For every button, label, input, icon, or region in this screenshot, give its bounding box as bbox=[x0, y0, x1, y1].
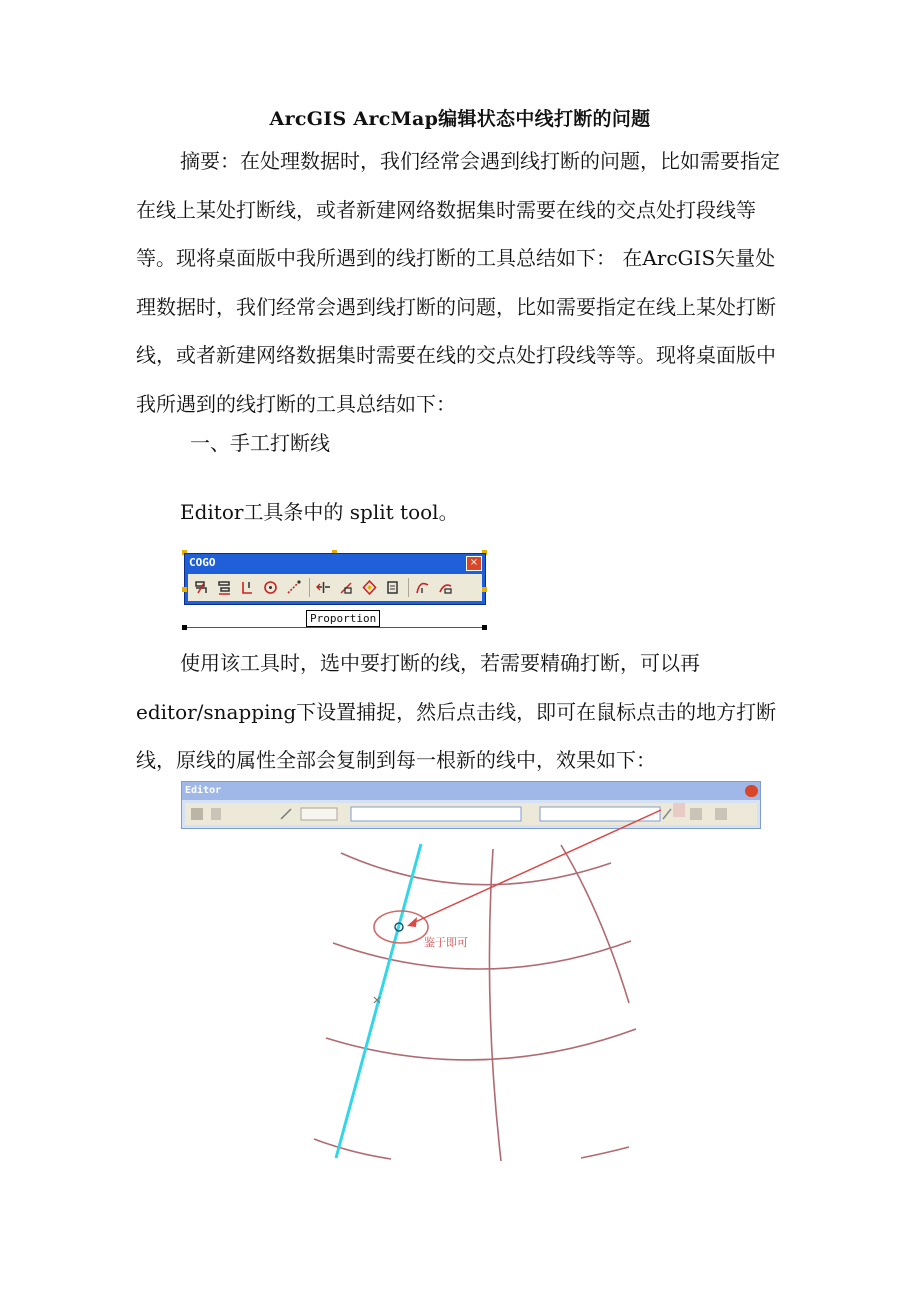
vertex-icon[interactable] bbox=[361, 579, 378, 596]
cogo-tool-row bbox=[188, 574, 482, 601]
split-icon[interactable] bbox=[315, 579, 332, 596]
grid-meridian-line bbox=[489, 849, 501, 1161]
annotation-arrow bbox=[413, 810, 661, 923]
cogo-toolbar-figure bbox=[182, 550, 487, 630]
grid-arc-line bbox=[581, 1147, 629, 1158]
selection-handle bbox=[482, 587, 487, 592]
curve-tangent-icon[interactable] bbox=[437, 579, 454, 596]
split-tool-paragraph: Editor工具条中的 split tool。 bbox=[180, 500, 459, 524]
cogo-toolbar-title: COGO bbox=[189, 556, 216, 569]
curve-icon[interactable] bbox=[414, 579, 431, 596]
usage-paragraph: 使用该工具时，选中要打断的线，若需要精确打断，可以再editor/snapping下设置捕捉，然后点击线，即可在鼠标点击的地方打断线，原线的属性全部会复制到每一根新的线中，效果如下： bbox=[136, 651, 777, 772]
grid-arc-line bbox=[341, 853, 611, 885]
line-icon[interactable] bbox=[285, 579, 302, 596]
distance-icon[interactable] bbox=[193, 579, 210, 596]
editor-toolbar-title: Editor bbox=[182, 782, 760, 800]
cogo-toolbar bbox=[184, 553, 486, 605]
direction-distance-icon[interactable] bbox=[216, 579, 233, 596]
cogo-close-button[interactable]: × bbox=[466, 556, 482, 571]
angle-icon[interactable] bbox=[239, 579, 256, 596]
toolbar-separator bbox=[309, 578, 310, 597]
proportion-icon[interactable] bbox=[338, 579, 355, 596]
document-title: ArcGIS ArcMap编辑状态中线打断的问题 bbox=[269, 108, 651, 130]
summary-paragraph: 摘要：在处理数据时，我们经常会遇到线打断的问题，比如需要指定在线上某处打断线，或者新建网络数据集时需要在线的交点处打段线等等。现将桌面版中我所遇到的线打断的工具总结如下： 在ArcGIS矢量处理数据时，我们经常会遇到线打断的问题，比如需要指定在线上某处打断线，或者新建网络数据集时需要在线的交点处打段线等等。现将桌面版中我所遇到的线打断的工具总结如下： bbox=[136, 149, 780, 416]
arrow-head-icon bbox=[407, 917, 417, 927]
arrow-origin-marker bbox=[673, 803, 685, 817]
annotation-label: 鉴于即可 bbox=[424, 936, 468, 949]
grid-arc-line bbox=[314, 1139, 391, 1159]
circle-icon[interactable] bbox=[262, 579, 279, 596]
section-heading-manual-split: 一、手工打断线 bbox=[190, 431, 330, 455]
selection-handle bbox=[182, 625, 187, 630]
figure-baseline bbox=[184, 627, 486, 628]
selection-handle bbox=[482, 625, 487, 630]
traverse-icon[interactable] bbox=[384, 579, 401, 596]
grid-arc-line bbox=[326, 1029, 636, 1060]
editor-split-figure bbox=[181, 781, 761, 1181]
toolbar-separator bbox=[408, 578, 409, 597]
selection-handle bbox=[182, 587, 187, 592]
map-view bbox=[181, 781, 761, 1181]
grid-arc-line bbox=[333, 941, 631, 969]
proportion-tooltip: Proportion bbox=[306, 610, 380, 627]
